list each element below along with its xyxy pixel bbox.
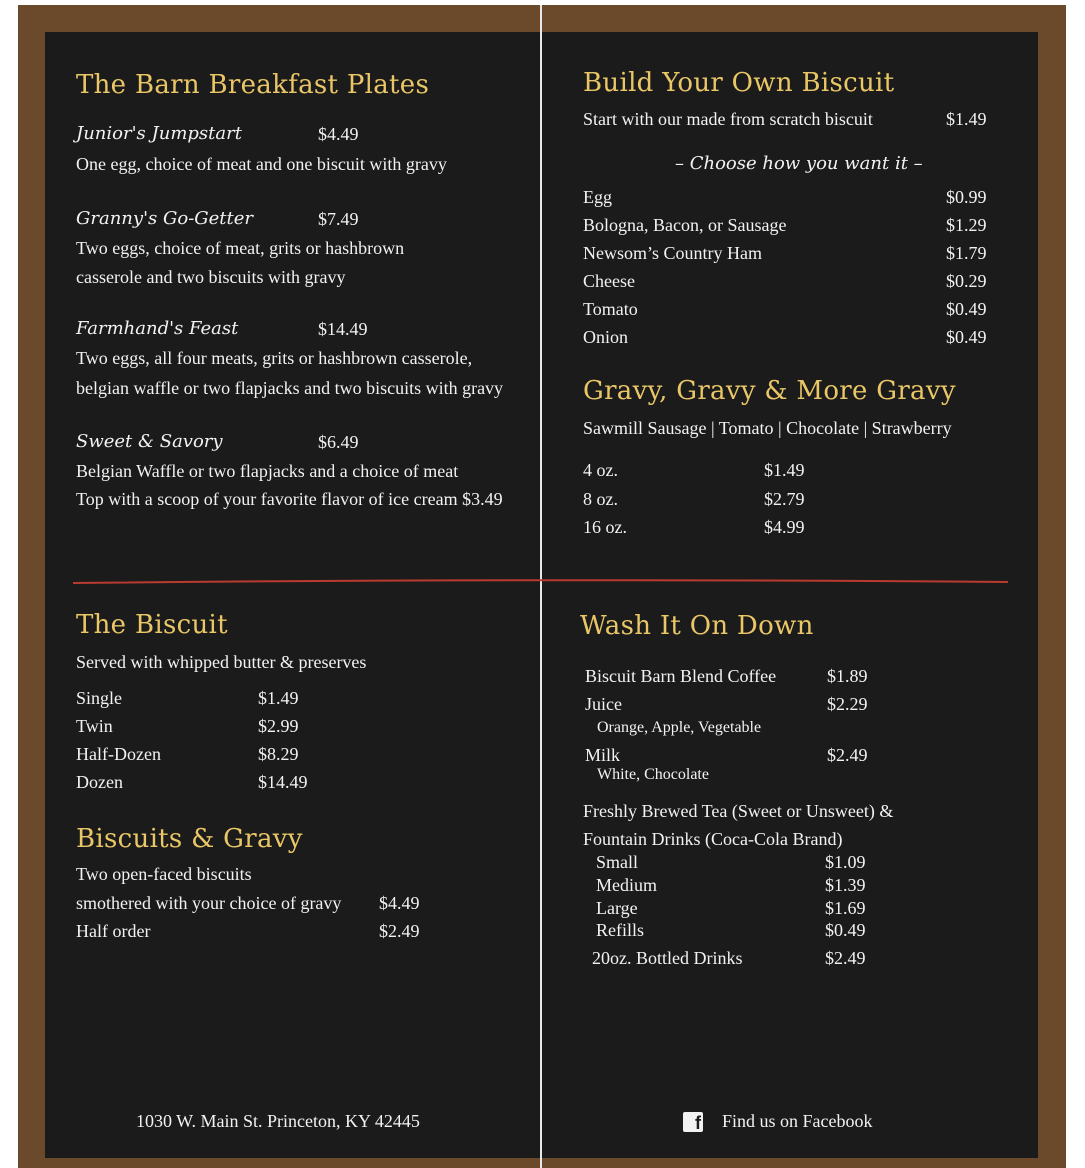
drink-options: White, Chocolate <box>597 766 709 783</box>
tea-price: $1.69 <box>825 898 866 918</box>
drink-options: Orange, Apple, Vegetable <box>597 719 762 736</box>
gravy-flavors: Sawmill Sausage | Tomato | Chocolate | Strawberry <box>583 418 952 438</box>
biscuit-price: $2.99 <box>258 716 299 736</box>
item-description: belgian waffle or two flapjacks and two biscuits with gravy <box>76 378 504 398</box>
item-description: One egg, choice of meat and one biscuit with gravy <box>76 154 447 174</box>
choose-subheading: – Choose how you want it – <box>675 153 923 174</box>
gravy-price: $4.99 <box>764 517 805 537</box>
facebook-icon[interactable]: f <box>683 1112 703 1132</box>
topping-price: $0.49 <box>946 299 987 319</box>
item-price: $4.49 <box>318 124 359 144</box>
biscuit-name: Half-Dozen <box>76 744 161 764</box>
item-description: Top with a scoop of your favorite flavor of ice cream $3.49 <box>76 489 503 509</box>
biscuit-price: $14.49 <box>258 772 308 792</box>
half-order-label: Half order <box>76 921 151 941</box>
topping-price: $0.49 <box>946 327 987 347</box>
build-intro-price: $1.49 <box>946 109 987 129</box>
tea-size: Medium <box>596 875 657 895</box>
biscuit-price: $8.29 <box>258 744 299 764</box>
half-order-price: $2.49 <box>379 921 420 941</box>
section-divider-line <box>73 578 1008 584</box>
biscuits-gravy-desc: smothered with your choice of gravy <box>76 893 342 913</box>
item-price: $14.49 <box>318 319 368 339</box>
tea-description: Freshly Brewed Tea (Sweet or Unsweet) & <box>583 801 894 821</box>
biscuits-gravy-price: $4.49 <box>379 893 420 913</box>
drink-price: $2.29 <box>827 694 868 714</box>
topping-name: Tomato <box>583 299 638 319</box>
biscuits-gravy-heading: Biscuits & Gravy <box>76 824 303 854</box>
gravy-price: $1.49 <box>764 460 805 480</box>
item-name: Granny's Go-Getter <box>76 208 254 229</box>
biscuit-name: Dozen <box>76 772 123 792</box>
topping-name: Bologna, Bacon, or Sausage <box>583 215 787 235</box>
bottled-drinks-price: $2.49 <box>825 948 866 968</box>
item-description: Belgian Waffle or two flapjacks and a choice of meat <box>76 461 459 481</box>
address: 1030 W. Main St. Princeton, KY 42445 <box>136 1111 420 1131</box>
gravy-size: 16 oz. <box>583 517 627 537</box>
topping-price: $1.29 <box>946 215 987 235</box>
biscuit-name: Single <box>76 688 123 708</box>
drinks-heading: Wash It On Down <box>580 611 814 641</box>
topping-name: Cheese <box>583 271 635 291</box>
item-price: $6.49 <box>318 432 359 452</box>
gravy-price: $2.79 <box>764 489 805 509</box>
gravy-size: 8 oz. <box>583 489 618 509</box>
tea-description: Fountain Drinks (Coca-Cola Brand) <box>583 829 843 849</box>
tea-size: Large <box>596 898 638 918</box>
build-intro: Start with our made from scratch biscuit <box>583 109 873 129</box>
biscuit-name: Twin <box>76 716 113 736</box>
bottled-drinks-label: 20oz. Bottled Drinks <box>592 948 743 968</box>
build-heading: Build Your Own Biscuit <box>583 68 895 98</box>
item-description: Two eggs, all four meats, grits or hashbrown casserole, <box>76 348 473 368</box>
item-price: $7.49 <box>318 209 359 229</box>
tea-price: $1.09 <box>825 852 866 872</box>
biscuit-subtitle: Served with whipped butter & preserves <box>76 652 367 672</box>
topping-price: $0.29 <box>946 271 987 291</box>
topping-name: Onion <box>583 327 628 347</box>
topping-price: $0.99 <box>946 187 987 207</box>
facebook-link[interactable]: Find us on Facebook <box>722 1111 873 1131</box>
drink-name: Milk <box>585 745 621 765</box>
gravy-heading: Gravy, Gravy & More Gravy <box>583 376 956 406</box>
gravy-size: 4 oz. <box>583 460 618 480</box>
topping-name: Newsom’s Country Ham <box>583 243 762 263</box>
tea-size: Small <box>596 852 639 872</box>
drink-name: Biscuit Barn Blend Coffee <box>585 666 777 686</box>
item-name: Farmhand's Feast <box>76 318 239 339</box>
biscuit-price: $1.49 <box>258 688 299 708</box>
biscuits-gravy-desc: Two open-faced biscuits <box>76 864 252 884</box>
item-name: Sweet & Savory <box>76 431 223 452</box>
breakfast-heading: The Barn Breakfast Plates <box>76 70 430 100</box>
tea-size: Refills <box>596 920 644 940</box>
biscuit-heading: The Biscuit <box>76 610 228 640</box>
topping-name: Egg <box>583 187 612 207</box>
item-description: casserole and two biscuits with gravy <box>76 267 346 287</box>
item-name: Junior's Jumpstart <box>76 123 242 144</box>
drink-price: $1.89 <box>827 666 868 686</box>
item-description: Two eggs, choice of meat, grits or hashbrown <box>76 238 405 258</box>
tea-price: $1.39 <box>825 875 866 895</box>
fold-divider <box>540 5 542 1168</box>
drink-name: Juice <box>585 694 622 714</box>
tea-price: $0.49 <box>825 920 866 940</box>
topping-price: $1.79 <box>946 243 987 263</box>
drink-price: $2.49 <box>827 745 868 765</box>
